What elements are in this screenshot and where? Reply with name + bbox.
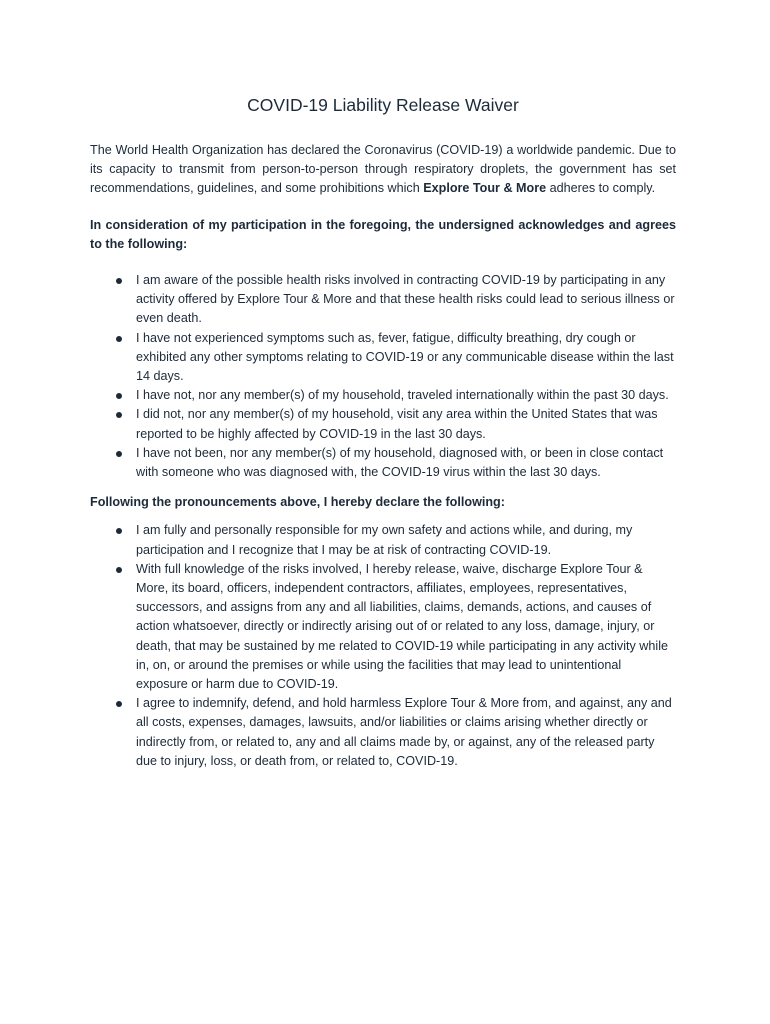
section2-list xyxy=(90,521,676,771)
bullet-icon xyxy=(116,451,122,457)
intro-text-before: The World Health Organization has declared the Coronavirus (COVID-19) a worldwide pandemic. Due to its capacity to transmit from person-to-person through respiratory droplets, the government has set recommendations, guidelines, and some prohibitions which xyxy=(90,143,676,196)
list-item xyxy=(136,386,676,405)
bullet-icon xyxy=(116,528,122,534)
list-item-text: I am aware of the possible health risks involved in contracting COVID-19 by participating in any activity offered by Explore Tour & More and that these health risks could lead to serious illness or even death. xyxy=(136,273,675,326)
list-item xyxy=(136,405,676,443)
section1-list xyxy=(90,271,676,482)
bullet-icon xyxy=(116,412,122,418)
intro-paragraph xyxy=(90,141,676,199)
intro-text-after: adheres to comply. xyxy=(546,181,656,196)
waiver-document xyxy=(90,94,676,771)
list-item-text: I agree to indemnify, defend, and hold harmless Explore Tour & More from, and against, any and all costs, expenses, damages, lawsuits, and/or liabilities or claims arising whether directly or indirectly from, or related to, any and all claims made by, or against, any of the released party due to injury, loss, or death from, or related to, COVID-19. xyxy=(136,696,672,768)
bullet-icon xyxy=(116,278,122,284)
bullet-icon xyxy=(116,393,122,399)
list-item xyxy=(136,329,676,387)
list-item-text: I have not experienced symptoms such as, fever, fatigue, difficulty breathing, dry cough or exhibited any other symptoms relating to COVID-19 or any communicable disease within the last 14 days. xyxy=(136,330,674,384)
bullet-icon xyxy=(116,701,122,707)
list-item-text: I have not been, nor any member(s) of my household, diagnosed with, or been in close contact with someone who was diagnosed with, the COVID-19 virus within the last 30 days. xyxy=(136,445,664,480)
document-title: COVID-19 Liability Release Waiver xyxy=(247,95,519,115)
company-name: Explore Tour & More xyxy=(423,181,547,196)
list-item xyxy=(136,694,676,771)
list-item-text: With full knowledge of the risks involved, I hereby release, waive, discharge Explore Tour & More, its board, officers, independent contractors, affiliates, employees, representatives, successors, and assigns from any and all liabilities, claims, demands, actions, and causes of action whatsoever, directly or indirectly arising out of or related to any loss, damage, injury, or death, that may be sustained by me related to COVID-19 while participating in any activity while in, on, or around the premises or while using the facilities that may lead to unintentional exposure or harm due to COVID-19. xyxy=(136,561,669,692)
section1-heading: In consideration of my participation in the foregoing, the undersigned acknowledges and agrees to the following: xyxy=(90,217,676,251)
list-item xyxy=(136,521,676,559)
list-item-text: I did not, nor any member(s) of my household, visit any area within the United States that was reported to be highly affected by COVID-19 in the last 30 days. xyxy=(136,407,658,441)
bullet-icon xyxy=(116,567,122,573)
list-item xyxy=(136,444,676,482)
list-item-text: I have not, nor any member(s) of my household, traveled internationally within the past 30 days. xyxy=(136,388,669,403)
bullet-icon xyxy=(116,336,122,342)
section2-heading: Following the pronouncements above, I hereby declare the following: xyxy=(90,495,505,510)
list-item-text: I am fully and personally responsible for my own safety and actions while, and during, my participation and I recognize that I may be at risk of contracting COVID-19. xyxy=(136,523,633,557)
list-item xyxy=(136,560,676,694)
list-item xyxy=(136,271,676,329)
